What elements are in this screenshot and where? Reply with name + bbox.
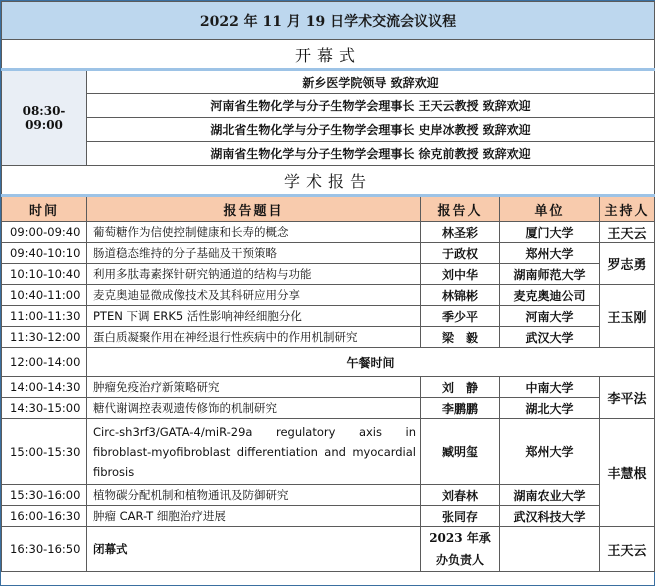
table-row [2,264,655,285]
table-row [2,419,655,485]
table-row [2,243,655,264]
row-speaker: 林锦彬 [421,285,500,306]
table-row-lunch [2,348,655,377]
report-section-title: 学术报告 [2,166,655,196]
table-header-row [2,196,655,222]
row-topic: 肿瘤 CAR-T 细胞治疗进展 [87,506,421,527]
table-row [2,285,655,306]
opening-time: 08:30-09:00 [2,70,87,166]
document-title: 2022 年 11 月 19 日学术交流会议议程 [2,2,655,40]
row-unit: 麦克奥迪公司 [500,285,600,306]
opening-line: 湖北省生物化学与分子生物学会理事长 史岸冰教授 致辞欢迎 [87,118,655,142]
row-unit: 湖南农业大学 [500,485,600,506]
row-speaker: 于政权 [421,243,500,264]
table-row [2,327,655,348]
row-topic: 麦克奥迪显微成像技术及其科研应用分享 [87,285,421,306]
row-time: 14:00-14:30 [2,377,87,398]
row-host: 王天云 [600,222,655,243]
row-time: 11:30-12:00 [2,327,87,348]
row-speaker: 李鹏鹏 [421,398,500,419]
header-time: 时间 [2,196,87,222]
opening-line: 湖南省生物化学与分子生物学会理事长 徐克前教授 致辞欢迎 [87,142,655,166]
row-time: 14:30-15:00 [2,398,87,419]
row-topic: PTEN 下调 ERK5 活性影响神经细胞分化 [87,306,421,327]
row-speaker: 臧明玺 [421,419,500,485]
row-host: 王玉刚 [600,285,655,348]
table-row-closing [2,527,655,572]
row-time: 10:40-11:00 [2,285,87,306]
row-time: 11:00-11:30 [2,306,87,327]
row-speaker: 2023 年承办负责人 [421,527,500,572]
row-speaker: 刘 静 [421,377,500,398]
row-speaker: 张同存 [421,506,500,527]
lunch-label: 午餐时间 [87,348,655,377]
row-unit: 河南大学 [500,306,600,327]
table-row [2,222,655,243]
row-unit: 湖南师范大学 [500,264,600,285]
table-row [2,506,655,527]
row-unit: 郑州大学 [500,243,600,264]
row-time: 16:30-16:50 [2,527,87,572]
row-time: 10:10-10:40 [2,264,87,285]
header-speaker: 报告人 [421,196,500,222]
row-speaker: 林圣彩 [421,222,500,243]
opening-section-title: 开幕式 [2,40,655,70]
row-unit: 武汉科技大学 [500,506,600,527]
row-topic: 植物碳分配机制和植物通讯及防御研究 [87,485,421,506]
row-unit: 郑州大学 [500,419,600,485]
row-time: 16:00-16:30 [2,506,87,527]
closing-ceremony: 闭幕式 [87,527,421,572]
row-speaker: 梁 毅 [421,327,500,348]
opening-line: 新乡医学院领导 致辞欢迎 [87,70,655,94]
row-host: 王天云 [600,527,655,572]
agenda-table [1,1,655,572]
row-unit: 武汉大学 [500,327,600,348]
row-topic: 葡萄糖作为信使控制健康和长寿的概念 [87,222,421,243]
row-host: 罗志勇 [600,243,655,285]
row-host: 丰慧根 [600,419,655,527]
header-unit: 单位 [500,196,600,222]
row-topic: 肠道稳态维持的分子基础及干预策略 [87,243,421,264]
row-topic: 糖代谢调控表观遗传修饰的机制研究 [87,398,421,419]
row-time: 15:00-15:30 [2,419,87,485]
row-topic: 肿瘤免疫治疗新策略研究 [87,377,421,398]
header-host: 主持人 [600,196,655,222]
row-host: 李平法 [600,377,655,419]
row-time: 09:00-09:40 [2,222,87,243]
table-row [2,306,655,327]
row-unit: 厦门大学 [500,222,600,243]
row-time: 12:00-14:00 [2,348,87,377]
row-topic: 利用多肽毒素探针研究钠通道的结构与功能 [87,264,421,285]
row-unit: 湖北大学 [500,398,600,419]
row-speaker: 刘春林 [421,485,500,506]
row-topic: 蛋白质凝聚作用在神经退行性疾病中的作用机制研究 [87,327,421,348]
table-row [2,398,655,419]
table-row [2,377,655,398]
row-speaker: 季少平 [421,306,500,327]
opening-line: 河南省生物化学与分子生物学会理事长 王天云教授 致辞欢迎 [87,94,655,118]
table-row [2,485,655,506]
row-time: 09:40-10:10 [2,243,87,264]
row-speaker: 刘中华 [421,264,500,285]
row-unit [500,527,600,572]
header-topic: 报告题目 [87,196,421,222]
row-time: 15:30-16:00 [2,485,87,506]
row-topic: Circ-sh3rf3/GATA-4/miR-29a regulatory axis in fibroblast-myofibroblast differentiation and myocardial fibrosis [87,419,421,485]
row-unit: 中南大学 [500,377,600,398]
